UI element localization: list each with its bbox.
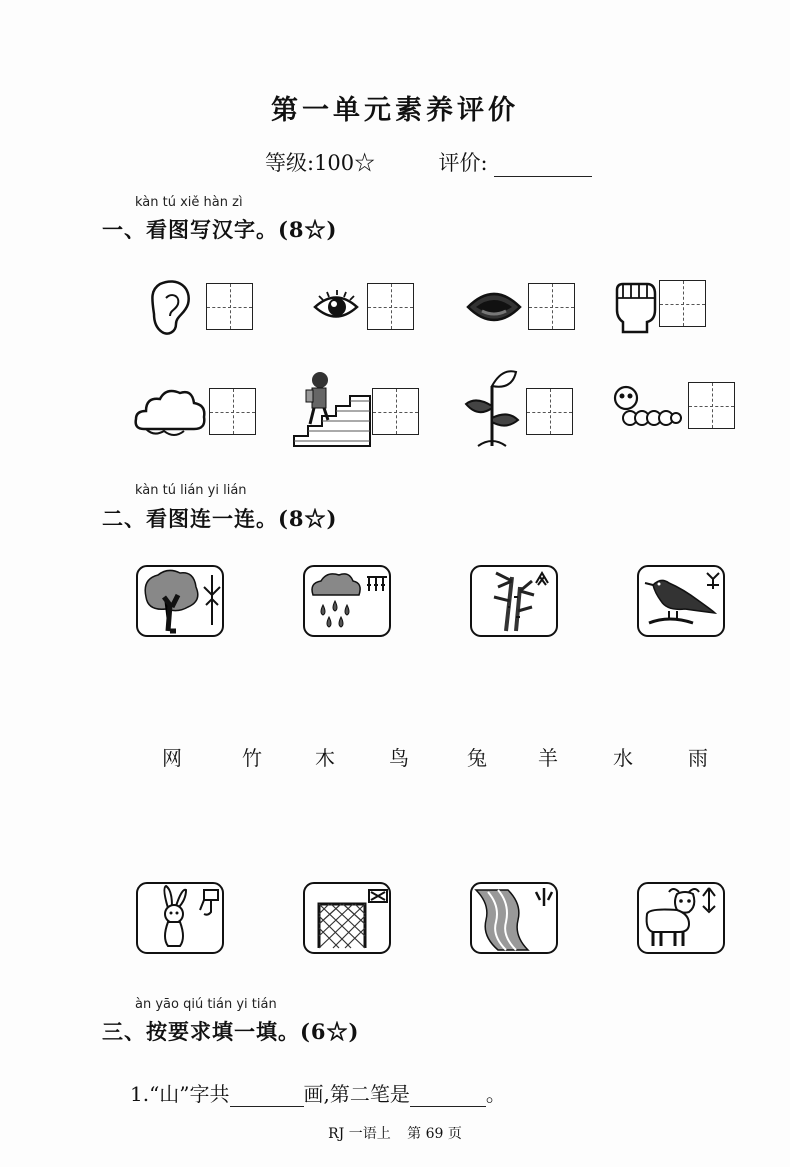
bamboo-icon (472, 567, 556, 635)
answer-grid[interactable] (206, 283, 253, 330)
section2-pinyin: kàn tú lián yi lián (135, 483, 247, 498)
picture-card-rabbit[interactable] (136, 882, 224, 954)
hand-icon (613, 280, 657, 334)
grade-row (265, 147, 592, 177)
question-1-mid: 画,第二笔是 (303, 1082, 410, 1106)
picture-card-goat[interactable] (637, 882, 725, 954)
character-item[interactable]: 羊 (538, 746, 558, 770)
footer-page-number: 第 69 页 (407, 1126, 462, 1142)
section1-title: 一、看图写汉字。(8☆) (102, 217, 338, 242)
eye-icon (313, 290, 359, 324)
caterpillar-icon (612, 384, 682, 430)
mouth-icon (466, 287, 522, 327)
footer-book: RJ 一语上 (328, 1126, 391, 1142)
answer-grid[interactable] (528, 283, 575, 330)
question-1-end: 。 (485, 1082, 506, 1106)
question-1-prefix: 1.“山”字共 (130, 1082, 230, 1106)
character-item[interactable]: 鸟 (389, 746, 409, 770)
stroke-count-blank[interactable] (230, 1086, 304, 1107)
rain-icon (305, 567, 389, 635)
second-stroke-blank[interactable] (410, 1086, 486, 1107)
question-1 (130, 1078, 506, 1107)
answer-grid[interactable] (659, 280, 706, 327)
character-item[interactable]: 兔 (467, 746, 487, 770)
comment-blank[interactable] (494, 158, 592, 177)
answer-grid[interactable] (688, 382, 735, 429)
page-title: 第一单元素养评价 (271, 95, 519, 126)
picture-card-tree[interactable] (136, 565, 224, 637)
sprout-icon (462, 366, 522, 448)
picture-card-rain[interactable] (303, 565, 391, 637)
ear-icon (148, 278, 194, 336)
character-item[interactable]: 雨 (688, 746, 708, 770)
page-footer (0, 1123, 790, 1143)
section3-title: 三、按要求填一填。(6☆) (102, 1019, 360, 1044)
goat-icon (639, 884, 723, 952)
character-item[interactable]: 水 (613, 746, 633, 770)
answer-grid[interactable] (209, 388, 256, 435)
picture-card-water[interactable] (470, 882, 558, 954)
rabbit-icon (138, 884, 222, 952)
picture-card-bamboo[interactable] (470, 565, 558, 637)
section2-title: 二、看图连一连。(8☆) (102, 506, 338, 531)
answer-grid[interactable] (526, 388, 573, 435)
stairs-icon (292, 368, 372, 448)
bird-icon (639, 567, 723, 635)
character-item[interactable]: 网 (162, 746, 182, 770)
comment-label: 评价: (438, 151, 488, 175)
water-icon (472, 884, 556, 952)
section3-pinyin: àn yāo qiú tián yi tián (135, 997, 277, 1012)
answer-grid[interactable] (367, 283, 414, 330)
tree-icon (138, 567, 222, 635)
character-item[interactable]: 木 (315, 746, 335, 770)
character-item[interactable]: 竹 (242, 746, 262, 770)
net-icon (305, 884, 389, 952)
picture-card-bird[interactable] (637, 565, 725, 637)
answer-grid[interactable] (372, 388, 419, 435)
picture-card-net[interactable] (303, 882, 391, 954)
section1-pinyin: kàn tú xiě hàn zì (135, 195, 243, 210)
grade-label: 等级:100☆ (265, 151, 376, 175)
cloud-icon (134, 385, 206, 439)
